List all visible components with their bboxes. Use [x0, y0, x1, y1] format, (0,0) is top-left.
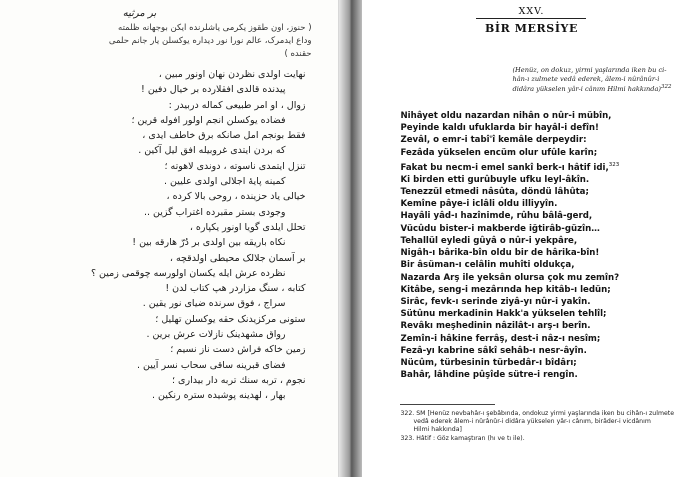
poem-line: [400, 369, 690, 381]
epigraph-line: hân-ı zulmete vedâ ederek, âlem-i nûrânûr-i: [512, 74, 660, 83]
poem-line-text: Kitâbe, seng-i mezârında hep kitâb-ı ledün;: [400, 284, 611, 295]
poem-line-text: Revâkı meşhedinin nâzilât-ı arş-ı berîn.: [400, 321, 591, 332]
footnote-rule: [400, 404, 495, 405]
poem-line-text: Tehallül eyledi gûyâ o nûr-i yekpâre,: [400, 235, 578, 246]
manuscript-line: زمین خاکه فراش دست ناز نسیم ؛: [170, 344, 306, 356]
epigraph-line: [512, 83, 688, 94]
manuscript-line: نکاه باریقه بین اولدی بر دُرّ هارقه بین !: [132, 237, 286, 249]
manuscript-line: ستونی مرکزیدنک حقه یوکسلن تهلیل ؛: [155, 313, 306, 325]
manuscript-intro-line: وداع ایدمرک، عالم نورا نور دیداره یوکسلن یار جانم حلمی: [108, 36, 312, 46]
poem-line-text: Zemîn-i hâkine ferrâş, dest-i nâz-ı nesîm;: [400, 333, 601, 344]
poem-line: [400, 320, 690, 332]
poem-line-text: Fezâ-yı kabrine sâkî sehâb-ı nesr-âyîn.: [400, 345, 587, 356]
manuscript-line: فقط بونجم امل صانکه برق خاطف ایدی ،: [142, 130, 306, 142]
poem-line-text: Nihâyet oldu nazardan nihân o nûr-i mübîn,: [400, 111, 612, 121]
manuscript-intro-line: ( حنوز، اون طقوز یکرمی یاشلرنده ایکن بوجهانه ظلمته: [118, 23, 312, 33]
manuscript-line: که بردن ایتدی غروبیله افق لیل آکین .: [138, 145, 286, 157]
manuscript-line: خیالی یاد حزینده ، روحی بالا کرده ،: [166, 191, 306, 203]
footnote-ref: 322: [661, 84, 672, 91]
poem-line: [400, 110, 690, 122]
poem-line-text: Nigâh-ı bârika-bîn oldu bir de hârika-bîn!: [400, 248, 600, 259]
poem-line-text: Peyinde kaldı ufuklarda bir hayâl-i defîn!: [400, 123, 599, 134]
poem-line: [400, 210, 690, 222]
manuscript-text: [20, 8, 320, 404]
epigraph-line: (Henüz, on dokuz, yirmi yaşlarında iken bu ci-: [512, 66, 667, 74]
poem-line: [400, 174, 690, 186]
poem-line: [400, 159, 690, 174]
epigraph: [512, 66, 688, 94]
poem-line: [400, 284, 690, 296]
poem-line-text: Hayâli yâd-ı hazînimde, rûhu bâlâ-gerd,: [400, 211, 593, 222]
manuscript-page: [0, 0, 339, 477]
manuscript-line: رواق مشهدینک نازلات عرش برین .: [146, 329, 286, 341]
printed-page: [362, 0, 700, 477]
manuscript-verses: [20, 67, 320, 404]
poem-line: [400, 247, 690, 259]
manuscript-line: سراج ، فوق سرنده ضیای نور یقین .: [142, 298, 286, 310]
manuscript-intro: [20, 22, 320, 61]
poem-line: [400, 223, 690, 235]
manuscript-line: وجودی بستر مقبرده اغتراب گزین ..: [143, 206, 286, 218]
manuscript-line: پیدنده قالدی افقلارده بر خیال دفین !: [140, 84, 286, 96]
poem-line-text: Vücûdu bister-i makberde iğtirâb-güzîn…: [400, 223, 600, 234]
poem-line-text: Nazarda Arş ile yeksân olursa çok mu zemîn?: [400, 272, 620, 283]
manuscript-line: کتابه ، سنگ مزاردر هپ کتاب لدن !: [165, 283, 306, 295]
manuscript-line: فضاده یوکسلن انجم اولور افوله قرین ؛: [131, 114, 286, 126]
poem-line: [400, 198, 690, 210]
footnote-line: 322. SM [Henüz nevbahâr-ı şebâbında, ondokuz yirmi yaşlarında iken bu cihân-ı zulmete: [400, 410, 675, 417]
poem-line: [400, 259, 690, 271]
footnote-line: 323. Hâtif : Göz kamaştıran (hı ve tı ile).: [400, 434, 525, 442]
manuscript-line: تنزل ایتمدی ناسوته ، دوندی لاهوته ؛: [164, 160, 306, 172]
manuscript-line: نهایت اولدی نظردن نهان اونور مبین ،: [158, 69, 306, 80]
poem-line-text: Nücûm, türbesinin türbedâr-ı bîdârı;: [400, 357, 577, 368]
poem-line: [400, 345, 690, 357]
poem-line-text: Tenezzül etmedi nâsûta, döndü lâhûta;: [400, 187, 589, 198]
poem-line-text: Bahâr, lâhdine pûşîde sütre-i rengîn.: [400, 370, 578, 381]
manuscript-line: زوال ، او امر طبیعی کماله دربیدر :: [168, 99, 306, 111]
poem: [400, 110, 690, 381]
manuscript-intro-line: حقنده ): [284, 49, 312, 59]
poem-line-text: Sütûnu merkadinin Hakk'a yükselen tehlîl;: [400, 309, 607, 320]
poem-line: [400, 186, 690, 198]
chapter-title: BİR MERSİYE: [484, 22, 578, 35]
manuscript-line: تحلل ایلدی گویا اونور یکپاره ،: [189, 221, 306, 233]
poem-line: [400, 333, 690, 345]
footnote-ref: 323: [608, 161, 620, 168]
manuscript-line: نظرده عرش ایله یکسان اولورسه چوقمی زمین ؟: [91, 267, 286, 279]
manuscript-line: فضای قبرینه ساقی سحاب نسر آیین .: [137, 359, 286, 371]
poem-line: [400, 134, 690, 146]
poem-line-text: Fakat bu necm-i emel sankî berk-ı hâtif idi,: [400, 162, 609, 173]
book-gutter: [339, 0, 363, 477]
poem-line-text: Bir âsüman-ı celâlin muhîti oldukça,: [400, 260, 575, 271]
poem-line-text: Zevâl, o emr-i tabî'î kemâle derpeydir:: [400, 135, 587, 146]
poem-line-text: Sirâc, fevk-ı serinde ziyâ-yı nûr-i yakîn.: [400, 296, 591, 307]
poem-line-text: Ki birden etti gurûbuyle ufku leyl-âkîn.: [400, 174, 590, 185]
poem-line: [400, 357, 690, 369]
poem-line-text: Fezâda yükselen encüm olur ufûle karîn;: [400, 147, 598, 158]
chapter-number: XXV.: [518, 6, 545, 17]
manuscript-line: کمینه پایۀ اجلالی اولدی علیین .: [163, 176, 286, 188]
poem-line: [400, 235, 690, 247]
manuscript-line: بهار ، لهدینه پوشیده ستره رنکین .: [151, 390, 286, 402]
chapter-rule: [476, 18, 586, 19]
footnote-line: Hilmi hakkında]: [413, 426, 462, 434]
poem-line: [400, 296, 690, 308]
manuscript-line: نجوم ، تربه سنك تربه دار بیداری ؛: [172, 374, 306, 386]
poem-line: [400, 147, 690, 159]
poem-line: [400, 308, 690, 320]
poem-line: [400, 272, 690, 284]
manuscript-line: بر آسمان جلالک محیطی اولدقچه ،: [169, 252, 306, 264]
manuscript-title: بر مرثیه: [122, 8, 157, 19]
footnotes: [400, 410, 690, 443]
poem-line: [400, 122, 690, 134]
epigraph-line-text: didâra yükselen yâr-i cânım Hilmi hakkında): [512, 85, 661, 94]
footnote-line: vedâ ederek âlem-i nûrânûr-i didâra yükselen yâr-ı cânım, birâder-i vicdânım: [413, 418, 651, 426]
poem-line-text: Kemîne pâye-i iclâli oldu illiyyîn.: [400, 199, 558, 210]
